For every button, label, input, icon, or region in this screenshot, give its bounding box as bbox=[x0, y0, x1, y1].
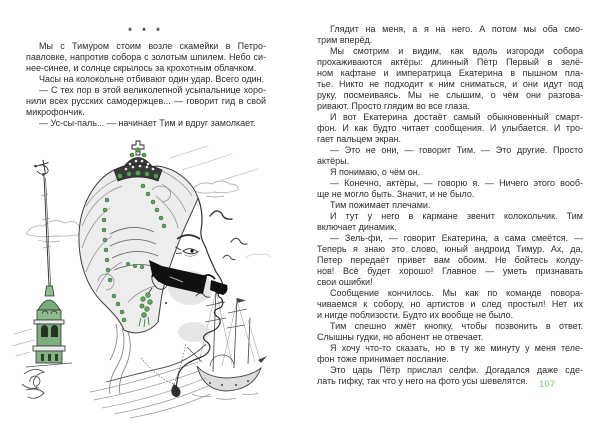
text-line: фон. И как будто читает сообщения. И улыбается. И тро- bbox=[317, 123, 583, 133]
text-line: павловке, напротив собора с золотым шпилем. Небо си- bbox=[26, 52, 266, 62]
paragraph bbox=[317, 343, 583, 365]
illustration-catherine-sketch bbox=[10, 136, 298, 430]
left-text-column bbox=[26, 24, 266, 129]
paragraph bbox=[26, 118, 266, 129]
crown bbox=[114, 141, 162, 181]
paragraph bbox=[317, 145, 583, 167]
text-line: нов! Всё будет хорошо! Главное — уметь признавать bbox=[317, 266, 583, 276]
text-line: тье. Никто не подходит к ним сниматься, и они идут под bbox=[317, 79, 583, 89]
text-line: трим вперёд. bbox=[317, 35, 373, 45]
text-line: Мы смотрим и видим, как вдоль изгороди собора bbox=[330, 46, 583, 56]
text-line: ще не могло быть. Значит, и не было. bbox=[317, 189, 475, 199]
seagull-icon bbox=[223, 255, 235, 259]
text-line: Мы с Тимуром стоим возле скамейки в Петро- bbox=[39, 41, 266, 51]
text-line: и нигде поблизости. Будто их вообще не было. bbox=[317, 310, 514, 320]
text-line: нили всех русских самодержцев... — говорит гид в свой bbox=[26, 96, 266, 106]
text-line: Слышны гудки, но абонент не отвечает. bbox=[317, 332, 484, 342]
text-line: прохаживаются актёры: длинный Пётр Первый в зелё- bbox=[317, 57, 583, 67]
paragraph bbox=[317, 46, 583, 112]
paragraph bbox=[317, 167, 583, 178]
text-line: — Конечно, актёры, — говорю я. — Ничего этого вооб- bbox=[330, 178, 583, 188]
right-page bbox=[300, 0, 600, 434]
paragraph bbox=[26, 85, 266, 118]
paragraph bbox=[317, 321, 583, 343]
beauty-mark bbox=[165, 302, 167, 304]
text-line: включает динамик. bbox=[317, 222, 397, 232]
necklace-pendant bbox=[141, 343, 186, 397]
text-line: актёры. bbox=[317, 156, 350, 166]
text-line: Теперь я знаю это слово, юный андроид Тимур. Ах, да, bbox=[317, 244, 583, 254]
paragraph bbox=[26, 41, 266, 74]
text-line: фон тоже принимает послание. bbox=[317, 354, 449, 364]
text-line: Глядит на меня, а я на него. А потом мы оба смо- bbox=[330, 24, 583, 34]
paragraph bbox=[26, 74, 266, 85]
right-paragraphs bbox=[317, 24, 583, 387]
paragraph bbox=[317, 200, 583, 211]
text-line: Петер передаёт привет вам обоим. Не бойтесь колду- bbox=[317, 255, 583, 265]
text-line: И тут у него в кармане звенит колокольчик. Тим bbox=[330, 211, 583, 221]
eye bbox=[176, 235, 201, 256]
text-line: Я понимаю, о чём он. bbox=[330, 167, 421, 177]
paragraph bbox=[317, 178, 583, 200]
seagull-icon bbox=[210, 211, 232, 219]
paragraph bbox=[317, 233, 583, 288]
seagull-icon bbox=[231, 238, 247, 244]
text-line: И вот Екатерина достаёт самый обыкновенный смарт- bbox=[330, 112, 583, 122]
text-line: — С тех пор в этой великолепной усыпальнице хоро- bbox=[39, 85, 266, 95]
cathedral-spire bbox=[34, 160, 51, 286]
paragraph bbox=[317, 112, 583, 145]
text-line: ном кафтане и императрица Екатерина в пышном пла- bbox=[317, 68, 583, 78]
text-line: Сообщение кончилось. Мы как по команде повора- bbox=[330, 288, 583, 298]
paragraph bbox=[317, 288, 583, 321]
text-line: Это царь Пётр прислал селфи. Догадался даже сде- bbox=[330, 365, 583, 375]
text-line: чиваемся к собору, но артистов и след простыл! Нет их bbox=[317, 299, 583, 309]
text-line: Я хочу что-то сказать, но в ту же минуту у меня теле- bbox=[330, 343, 583, 353]
paragraph bbox=[317, 24, 583, 46]
text-line: гает пальцем экран. bbox=[317, 134, 401, 144]
shoulder-hatching bbox=[90, 344, 210, 418]
text-line: Часы на колокольне отбивают один удар. Всего один. bbox=[39, 74, 265, 84]
text-line: микрофончик. bbox=[26, 107, 85, 117]
text-line: — Это не они, — говорит Тим. — Это другие. Просто bbox=[330, 145, 583, 155]
section-break-mark: * * * bbox=[128, 26, 164, 36]
text-line: свои ошибки! bbox=[317, 277, 373, 287]
text-line: лать гифку, так что у него на фото усы шевелятся. bbox=[317, 376, 528, 386]
text-line: — Ус-сы-паль... — начинает Тим и вдруг замолкает. bbox=[39, 118, 256, 128]
text-line: ривают. Просто глядим во все глаза. bbox=[317, 101, 470, 111]
sailing-ship bbox=[187, 288, 267, 400]
text-line: Тим спешно жмёт кнопку, чтобы позвонить в ответ. bbox=[330, 321, 583, 331]
text-line: нее-синее, и солнце скрылось за крохотным облачком. bbox=[26, 63, 257, 73]
text-line: руку, посмеиваясь. Мы не слышим, о чём они разгова- bbox=[317, 90, 583, 100]
left-paragraphs bbox=[26, 41, 266, 129]
bell-tower bbox=[26, 286, 72, 367]
text-line: Тим пожимает плечами. bbox=[330, 200, 431, 210]
right-text-column bbox=[317, 24, 583, 387]
paragraph bbox=[317, 211, 583, 233]
page-number: 107 bbox=[539, 379, 556, 389]
text-line: — Зель-фи, — говорит Екатерина, а сама смеётся. — bbox=[330, 233, 583, 243]
angel-weathervane bbox=[34, 165, 48, 175]
